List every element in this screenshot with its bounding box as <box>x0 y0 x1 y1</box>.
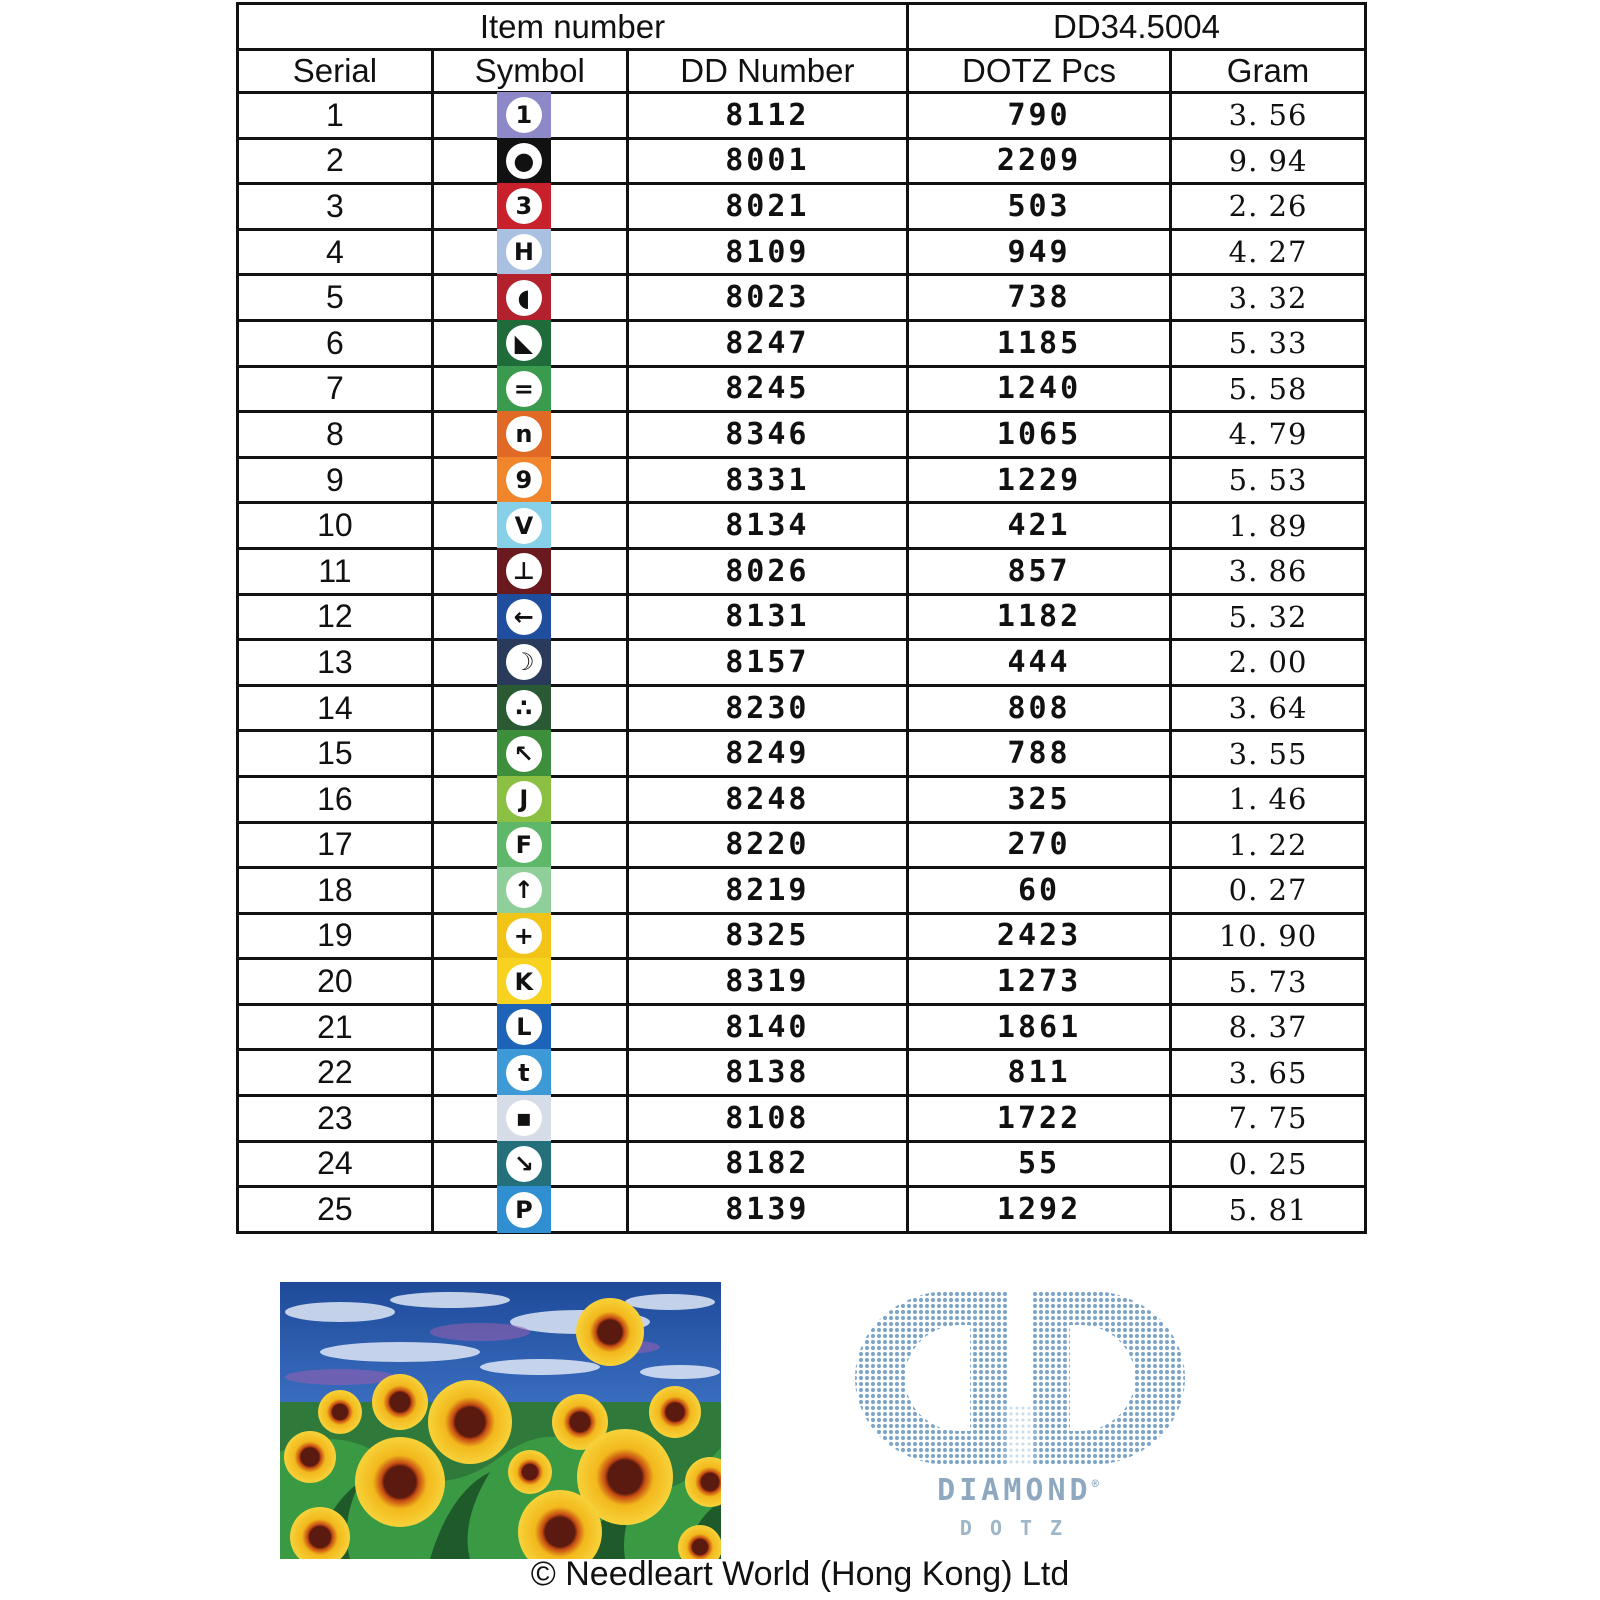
table-row <box>238 1187 1366 1233</box>
table-row <box>238 594 1366 640</box>
gram-cell: 3. 32 <box>1171 275 1366 321</box>
serial-cell: 24 <box>238 1141 433 1187</box>
gram-cell: 1. 46 <box>1171 776 1366 822</box>
table-row <box>238 320 1366 366</box>
dotz-pcs-cell: 1273 <box>907 959 1170 1005</box>
serial-cell: 8 <box>238 412 433 458</box>
symbol-cell <box>432 366 627 412</box>
symbol-cell <box>432 1141 627 1187</box>
symbol-cell <box>432 457 627 503</box>
serial-cell: 9 <box>238 457 433 503</box>
symbol-cell <box>432 229 627 275</box>
dd-number-cell: 8346 <box>627 412 907 458</box>
table-row <box>238 229 1366 275</box>
column-header-symbol: Symbol <box>432 50 627 93</box>
gram-cell: 4. 27 <box>1171 229 1366 275</box>
gram-cell: 5. 33 <box>1171 320 1366 366</box>
item-number-row <box>238 4 1366 50</box>
symbol-cell <box>432 731 627 777</box>
gram-cell: 1. 89 <box>1171 503 1366 549</box>
item-number-label: Item number <box>238 4 908 50</box>
symbol-cell <box>432 822 627 868</box>
table-row <box>238 959 1366 1005</box>
dd-number-cell: 8138 <box>627 1050 907 1096</box>
column-header-dotz-pcs: DOTZ Pcs <box>907 50 1170 93</box>
table-row <box>238 1141 1366 1187</box>
column-header-serial: Serial <box>238 50 433 93</box>
dotz-pcs-cell: 811 <box>907 1050 1170 1096</box>
symbol-cell <box>432 913 627 959</box>
symbol-cell <box>432 320 627 366</box>
symbol-icon: = <box>506 371 542 407</box>
serial-cell: 18 <box>238 868 433 914</box>
table-row <box>238 366 1366 412</box>
symbol-cell <box>432 594 627 640</box>
symbol-icon: 3 <box>506 188 542 224</box>
gram-cell: 7. 75 <box>1171 1096 1366 1142</box>
dd-number-cell: 8245 <box>627 366 907 412</box>
serial-cell: 14 <box>238 685 433 731</box>
table-row <box>238 548 1366 594</box>
symbol-icon: ▪ <box>506 1100 542 1136</box>
dd-number-cell: 8182 <box>627 1141 907 1187</box>
serial-cell: 17 <box>238 822 433 868</box>
dotz-pcs-cell: 1229 <box>907 457 1170 503</box>
serial-cell: 15 <box>238 731 433 777</box>
dotz-pcs-cell: 949 <box>907 229 1170 275</box>
color-swatch <box>497 822 551 869</box>
symbol-cell <box>432 685 627 731</box>
symbol-cell <box>432 640 627 686</box>
dd-number-cell: 8247 <box>627 320 907 366</box>
symbol-cell <box>432 1096 627 1142</box>
serial-cell: 11 <box>238 548 433 594</box>
color-swatch <box>497 1095 551 1142</box>
serial-cell: 12 <box>238 594 433 640</box>
table-row <box>238 1096 1366 1142</box>
dotz-pcs-cell: 2209 <box>907 138 1170 184</box>
color-swatch <box>497 1141 551 1188</box>
gram-cell: 3. 56 <box>1171 93 1366 139</box>
symbol-icon: V <box>506 508 542 544</box>
dd-number-cell: 8220 <box>627 822 907 868</box>
symbol-cell <box>432 138 627 184</box>
table-row <box>238 913 1366 959</box>
color-swatch <box>497 320 551 367</box>
dotz-pcs-cell: 325 <box>907 776 1170 822</box>
color-swatch <box>497 958 551 1005</box>
symbol-cell <box>432 1050 627 1096</box>
dotz-pcs-cell: 503 <box>907 184 1170 230</box>
symbol-icon: K <box>506 964 542 1000</box>
symbol-icon: ⊥ <box>506 553 542 589</box>
serial-cell: 21 <box>238 1004 433 1050</box>
symbol-cell <box>432 275 627 321</box>
color-swatch <box>497 685 551 732</box>
dd-number-cell: 8331 <box>627 457 907 503</box>
symbol-icon: t <box>506 1055 542 1091</box>
color-swatch <box>497 502 551 549</box>
serial-cell: 10 <box>238 503 433 549</box>
serial-cell: 2 <box>238 138 433 184</box>
dotz-pcs-cell: 1292 <box>907 1187 1170 1233</box>
dotz-pcs-cell: 857 <box>907 548 1170 594</box>
dd-number-cell: 8108 <box>627 1096 907 1142</box>
serial-cell: 23 <box>238 1096 433 1142</box>
color-swatch <box>497 274 551 321</box>
dotz-pcs-cell: 55 <box>907 1141 1170 1187</box>
logo-trademark: ® <box>1091 1477 1103 1491</box>
symbol-icon: 9 <box>506 462 542 498</box>
dotz-pcs-cell: 1722 <box>907 1096 1170 1142</box>
dotz-pcs-cell: 788 <box>907 731 1170 777</box>
symbol-cell <box>432 1187 627 1233</box>
symbol-cell <box>432 1004 627 1050</box>
serial-cell: 19 <box>238 913 433 959</box>
table-row <box>238 184 1366 230</box>
gram-cell: 1. 22 <box>1171 822 1366 868</box>
serial-cell: 7 <box>238 366 433 412</box>
diamond-dotz-logo <box>810 1285 1230 1555</box>
gram-cell: 5. 73 <box>1171 959 1366 1005</box>
symbol-icon: n <box>506 416 542 452</box>
dd-number-cell: 8134 <box>627 503 907 549</box>
symbol-icon: H <box>506 234 542 270</box>
column-header-row <box>238 50 1366 93</box>
serial-cell: 4 <box>238 229 433 275</box>
dd-number-cell: 8248 <box>627 776 907 822</box>
dd-number-cell: 8139 <box>627 1187 907 1233</box>
copyright-notice: © Needleart World (Hong Kong) Ltd <box>530 1555 1070 1593</box>
dotz-pcs-cell: 270 <box>907 822 1170 868</box>
symbol-icon: L <box>506 1009 542 1045</box>
color-swatch <box>497 229 551 276</box>
color-swatch <box>497 1049 551 1096</box>
gram-cell: 5. 32 <box>1171 594 1366 640</box>
dotz-pcs-cell: 1065 <box>907 412 1170 458</box>
dotz-pcs-cell: 1240 <box>907 366 1170 412</box>
dd-number-cell: 8131 <box>627 594 907 640</box>
table-row <box>238 640 1366 686</box>
symbol-cell <box>432 184 627 230</box>
serial-cell: 22 <box>238 1050 433 1096</box>
symbol-icon: J <box>506 781 542 817</box>
gram-cell: 0. 27 <box>1171 868 1366 914</box>
dotz-pcs-cell: 444 <box>907 640 1170 686</box>
table-row <box>238 138 1366 184</box>
dotz-pcs-cell: 1861 <box>907 1004 1170 1050</box>
symbol-icon: ● <box>506 143 542 179</box>
table-row <box>238 1050 1366 1096</box>
color-swatch <box>497 867 551 914</box>
gram-cell: 8. 37 <box>1171 1004 1366 1050</box>
symbol-cell <box>432 548 627 594</box>
gram-cell: 3. 65 <box>1171 1050 1366 1096</box>
gram-cell: 4. 79 <box>1171 412 1366 458</box>
dd-number-cell: 8021 <box>627 184 907 230</box>
table-row <box>238 1004 1366 1050</box>
symbol-icon: ☽ <box>506 644 542 680</box>
color-swatch <box>497 183 551 230</box>
dd-number-cell: 8325 <box>627 913 907 959</box>
serial-cell: 3 <box>238 184 433 230</box>
symbol-icon: ↑ <box>506 872 542 908</box>
dotz-pcs-cell: 1185 <box>907 320 1170 366</box>
symbol-icon: ◣ <box>506 325 542 361</box>
logo-brand-line2: DOTZ <box>959 1516 1081 1540</box>
color-swatch <box>497 92 551 139</box>
color-swatch <box>497 594 551 641</box>
color-swatch <box>497 913 551 960</box>
dd-number-cell: 8023 <box>627 275 907 321</box>
dd-number-cell: 8001 <box>627 138 907 184</box>
symbol-cell <box>432 776 627 822</box>
serial-cell: 20 <box>238 959 433 1005</box>
gram-cell: 3. 55 <box>1171 731 1366 777</box>
color-swatch <box>497 138 551 185</box>
symbol-icon: ← <box>506 599 542 635</box>
symbol-icon: ◖ <box>506 280 542 316</box>
serial-cell: 13 <box>238 640 433 686</box>
sunflower-field-preview-image <box>280 1282 721 1559</box>
dotz-pcs-cell: 790 <box>907 93 1170 139</box>
table-row <box>238 776 1366 822</box>
symbol-icon: + <box>506 918 542 954</box>
table-row <box>238 503 1366 549</box>
color-legend-table <box>236 2 1367 1234</box>
item-number-value: DD34.5004 <box>907 4 1365 50</box>
gram-cell: 3. 64 <box>1171 685 1366 731</box>
dd-number-cell: 8026 <box>627 548 907 594</box>
dd-number-cell: 8219 <box>627 868 907 914</box>
table-row <box>238 412 1366 458</box>
color-swatch <box>497 1186 551 1233</box>
dotz-pcs-cell: 60 <box>907 868 1170 914</box>
dd-number-cell: 8157 <box>627 640 907 686</box>
symbol-cell <box>432 93 627 139</box>
symbol-cell <box>432 868 627 914</box>
gram-cell: 2. 26 <box>1171 184 1366 230</box>
dd-number-cell: 8112 <box>627 93 907 139</box>
gram-cell: 9. 94 <box>1171 138 1366 184</box>
color-swatch <box>497 776 551 823</box>
table-row <box>238 457 1366 503</box>
dotz-pcs-cell: 808 <box>907 685 1170 731</box>
gram-cell: 5. 58 <box>1171 366 1366 412</box>
dotz-pcs-cell: 2423 <box>907 913 1170 959</box>
symbol-icon: F <box>506 827 542 863</box>
column-header-gram: Gram <box>1171 50 1366 93</box>
dotz-pcs-cell: 738 <box>907 275 1170 321</box>
table-row <box>238 822 1366 868</box>
color-swatch <box>497 1004 551 1051</box>
dotz-pcs-cell: 421 <box>907 503 1170 549</box>
dd-number-cell: 8249 <box>627 731 907 777</box>
table-row <box>238 93 1366 139</box>
dd-number-cell: 8319 <box>627 959 907 1005</box>
gram-cell: 5. 81 <box>1171 1187 1366 1233</box>
symbol-icon: ↘ <box>506 1146 542 1182</box>
dd-number-cell: 8140 <box>627 1004 907 1050</box>
table-row <box>238 685 1366 731</box>
symbol-cell <box>432 503 627 549</box>
symbol-cell <box>432 959 627 1005</box>
symbol-icon: P <box>506 1192 542 1228</box>
symbol-icon: ↖ <box>506 736 542 772</box>
table-row <box>238 868 1366 914</box>
logo-brand-line1: DIAMOND <box>937 1473 1092 1508</box>
gram-cell: 0. 25 <box>1171 1141 1366 1187</box>
gram-cell: 5. 53 <box>1171 457 1366 503</box>
table-row <box>238 731 1366 777</box>
column-header-dd-number: DD Number <box>627 50 907 93</box>
serial-cell: 25 <box>238 1187 433 1233</box>
color-swatch <box>497 730 551 777</box>
color-swatch <box>497 457 551 504</box>
gram-cell: 2. 00 <box>1171 640 1366 686</box>
gram-cell: 10. 90 <box>1171 913 1366 959</box>
color-swatch <box>497 366 551 413</box>
gram-cell: 3. 86 <box>1171 548 1366 594</box>
logo-brand-text <box>937 1473 1103 1508</box>
color-swatch <box>497 548 551 595</box>
serial-cell: 6 <box>238 320 433 366</box>
serial-cell: 1 <box>238 93 433 139</box>
symbol-cell <box>432 412 627 458</box>
color-swatch <box>497 639 551 686</box>
serial-cell: 16 <box>238 776 433 822</box>
dd-number-cell: 8109 <box>627 229 907 275</box>
serial-cell: 5 <box>238 275 433 321</box>
color-swatch <box>497 411 551 458</box>
dd-number-cell: 8230 <box>627 685 907 731</box>
symbol-icon: ∴ <box>506 690 542 726</box>
dotz-pcs-cell: 1182 <box>907 594 1170 640</box>
table-row <box>238 275 1366 321</box>
symbol-icon: 1 <box>506 97 542 133</box>
